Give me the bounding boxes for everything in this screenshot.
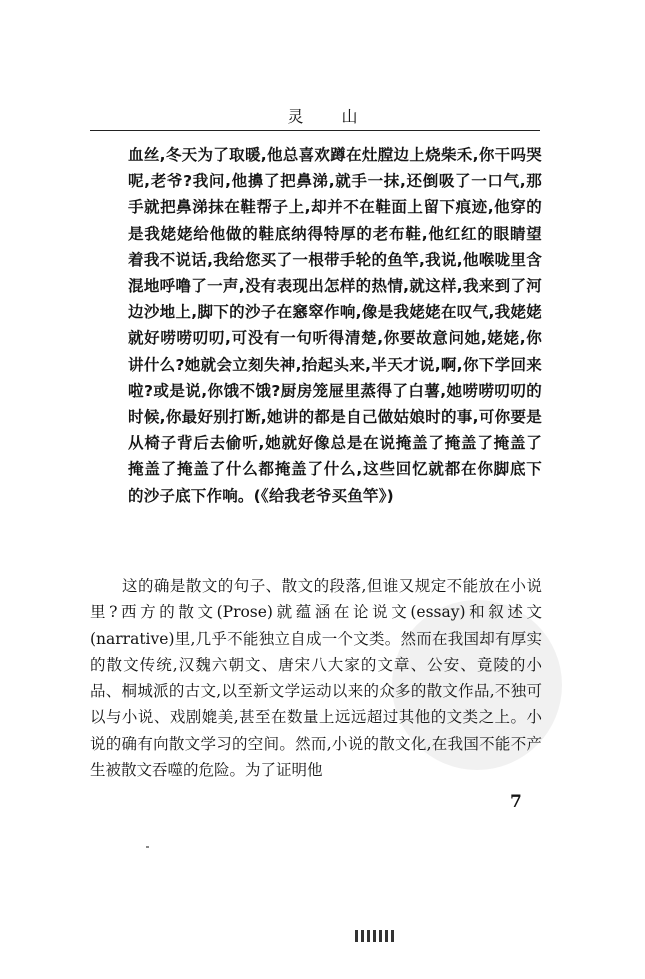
scan-speck: [146, 846, 149, 848]
quoted-passage: 血丝,冬天为了取暖,他总喜欢蹲在灶膛边上烧柴禾,你干吗哭呢,老爷?我问,他擤了把鼻涕,就手一抹,还倒吸了一口气,那手就把鼻涕抹在鞋帮子上,却并不在鞋面上留下痕迹,他穿的是我姥姥给他做的鞋底纳得特厚的老布鞋,他红红的眼睛望着我不说话,我给您买了一根带手轮的鱼竿,我说,他喉咙里含混地呼噜了一声,没有表现出怎样的热情,就这样,我来到了河边沙地上,脚下的沙子在窸窣作响,像是我姥姥在叹气,我姥姥就好唠唠叨叨,可没有一句听得清楚,你要故意问她,姥姥,你讲什么?她就会立刻失神,抬起头来,半天才说,啊,你下学回来啦?或是说,你饿不饿?厨房笼屉里蒸得了白薯,她唠唠叨叨的时候,你最好别打断,她讲的都是自己做姑娘时的事,可你要是从椅子背后去偷听,她就好像总是在说掩盖了掩盖了掩盖了掩盖了掩盖了什么都掩盖了什么,这些回忆就都在你脚底下的沙子底下作响。(《给我老爷买鱼竿》): [128, 146, 542, 505]
header-rule: [90, 130, 540, 131]
running-header: 灵山: [287, 107, 396, 126]
page-number: 7: [510, 792, 522, 812]
scan-barcode-mark: [355, 930, 395, 942]
body-paragraph: 这的确是散文的句子、散文的段落,但谁又规定不能放在小说里?西方的散文(Prose)就蕴涵在论说文(essay)和叙述文(narrative)里,几乎不能独立自成一个文类。然而在我国却有厚实的散文传统,汉魏六朝文、唐宋八大家的文章、公安、竟陵的小品、桐城派的古文,以至新文学运动以来的众多的散文作品,不独可以与小说、戏剧媲美,甚至在数量上远远超过其他的文类之上。小说的确有向散文学习的空间。然而,小说的散文化,在我国不能不产生被散文吞噬的危险。为了证明他: [90, 577, 542, 780]
